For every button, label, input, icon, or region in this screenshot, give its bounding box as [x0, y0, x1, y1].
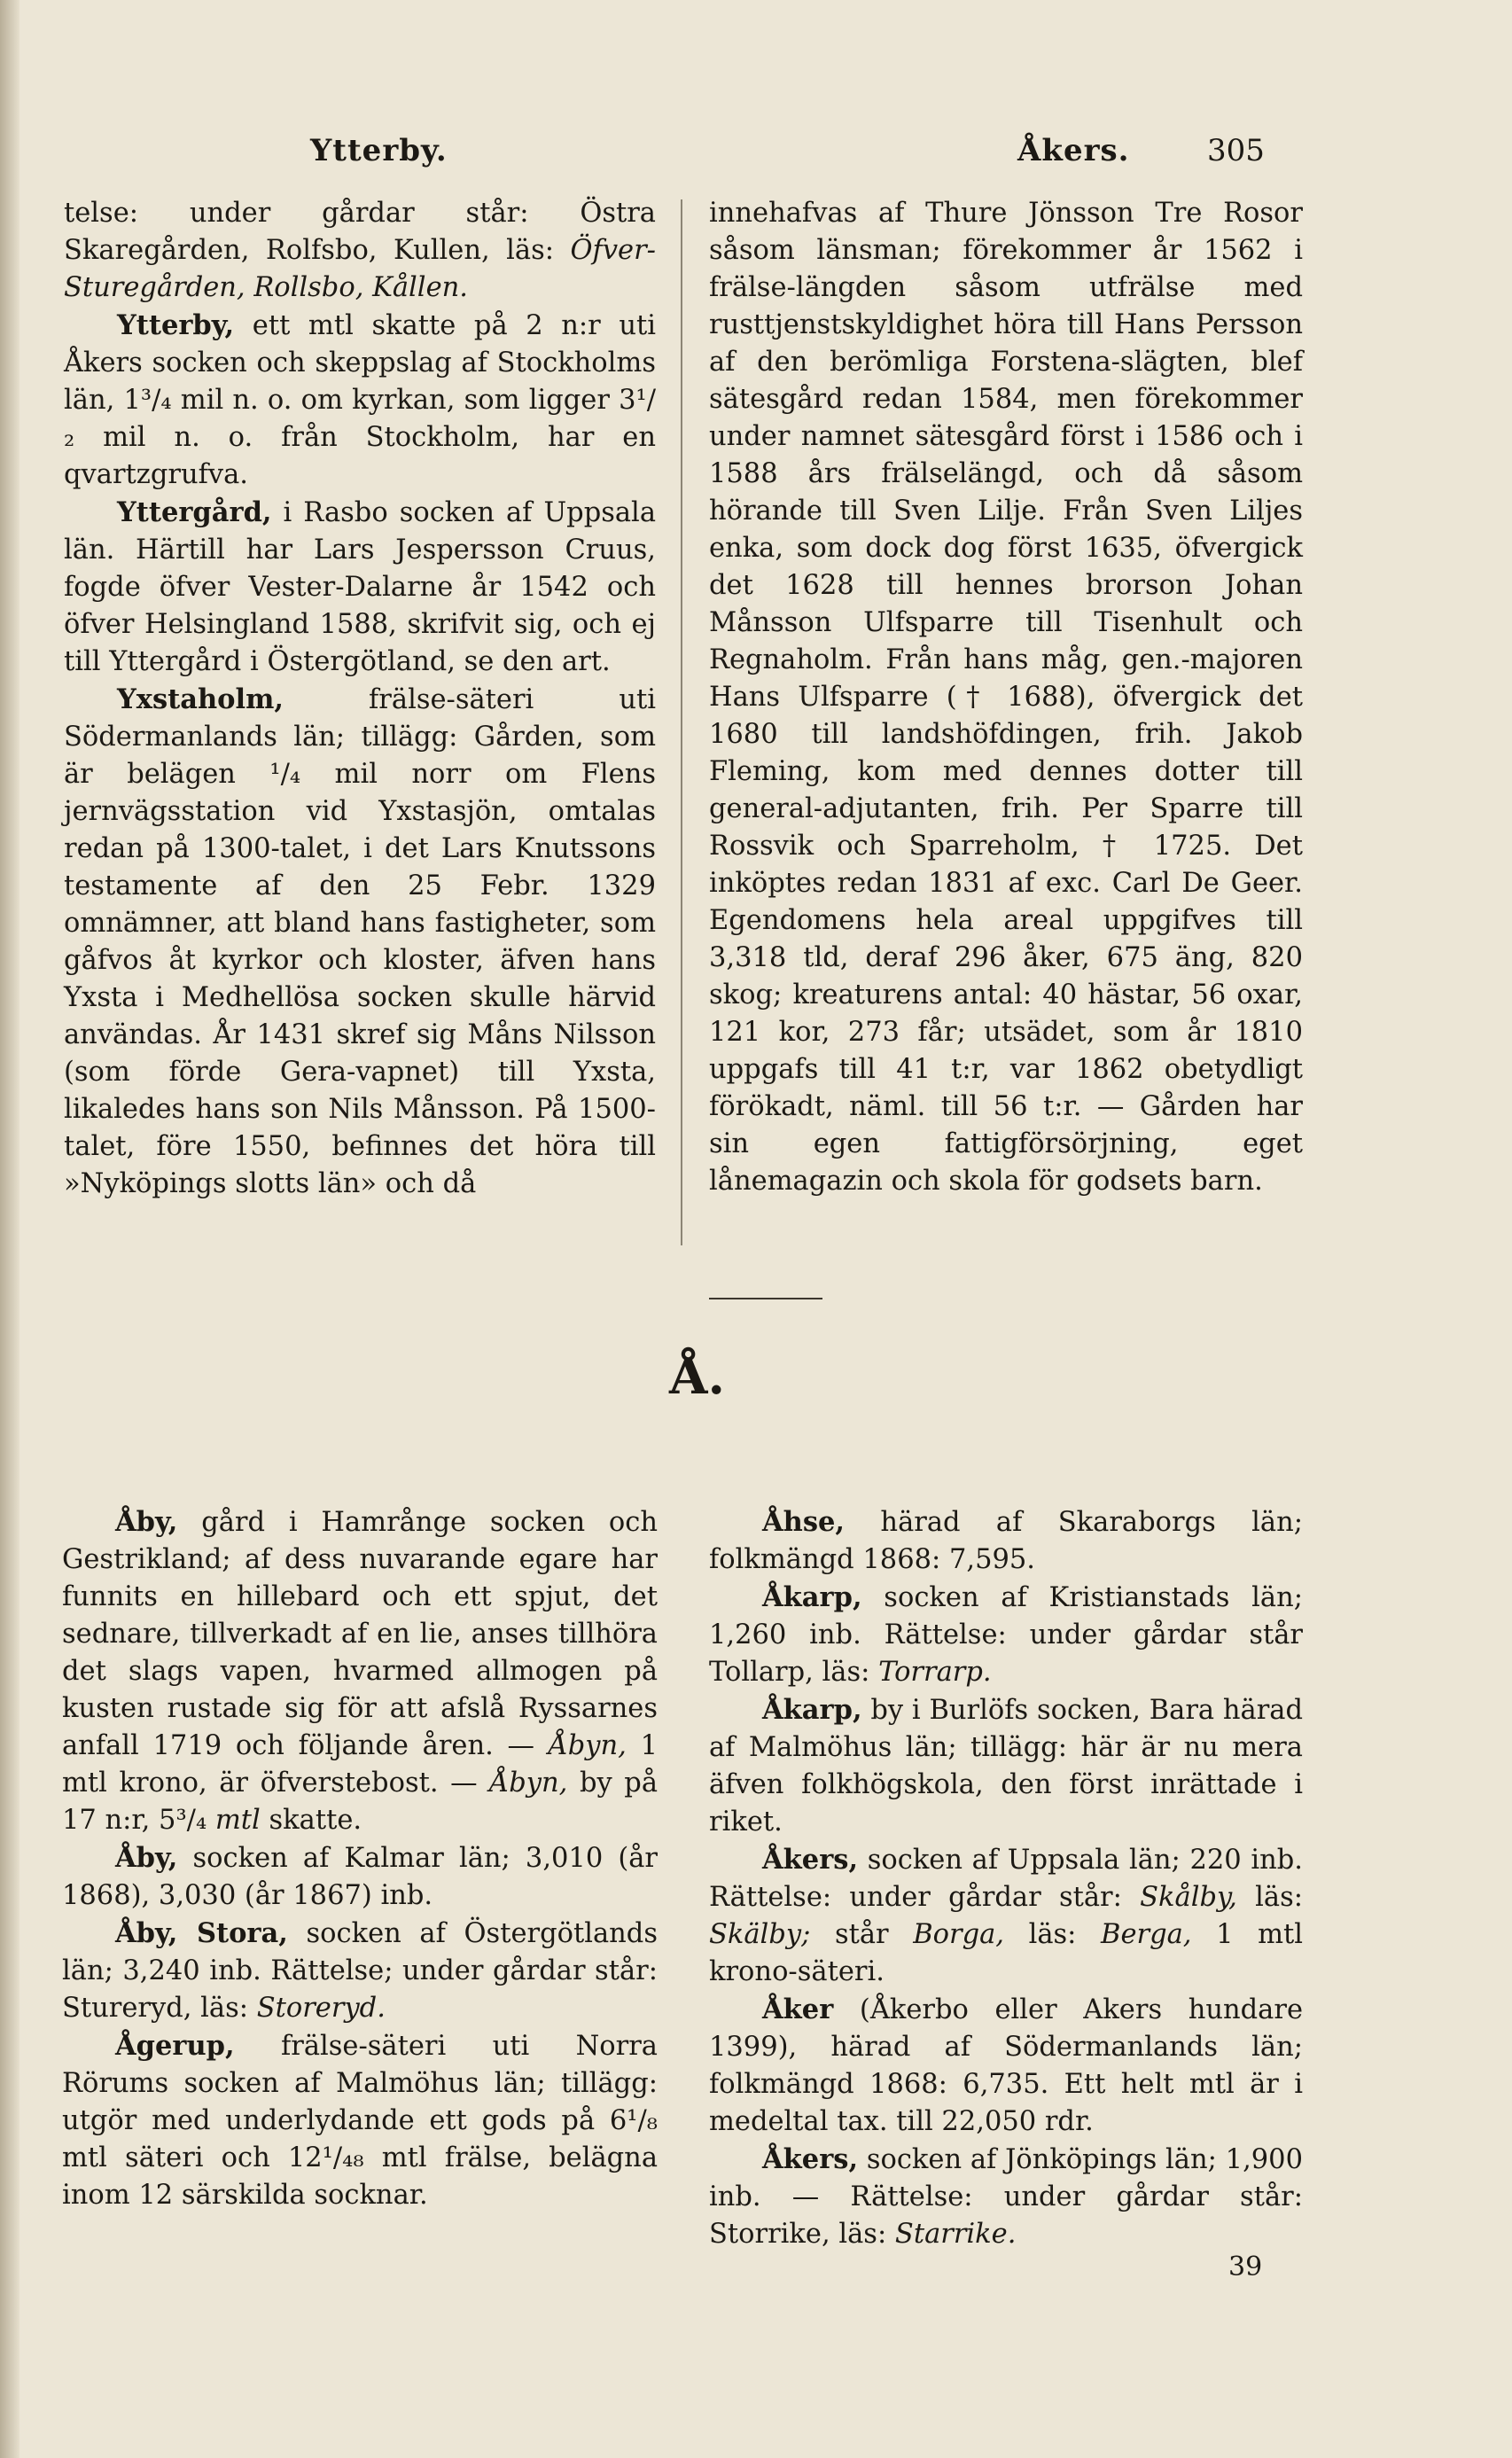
sheet-signature: 39: [1228, 2251, 1263, 2282]
entry-text: socken af Kalmar län; 3,010 (år 1868), 3,030 (år 1867) inb.: [62, 1843, 658, 1911]
bottom-right-column: [709, 1503, 1303, 2253]
entry-text: socken af Uppsala län; 220 inb. Rättelse: under gårdar står:: [709, 1845, 1303, 1913]
entry-headword: Åkers,: [762, 2143, 859, 2175]
entry-text: (Åkerbo eller Akers hundare 1399), härad af Södermanlands län; folkmängd 1868: 6,735. Ett helt mtl är i medeltal tax. till 22,050 rdr.: [709, 1994, 1303, 2137]
entry-italic-text: Storeryd.: [256, 1993, 386, 2024]
entry-italic-text: Starrike.: [894, 2219, 1017, 2250]
entry-headword: Åker: [762, 1994, 834, 2025]
page-binding-edge: [0, 0, 19, 2458]
dictionary-entry: [709, 1579, 1303, 1691]
entry-italic-text: Åbyn,: [548, 1730, 627, 1761]
entry-text: läs:: [1003, 1919, 1102, 1950]
dictionary-entry: [709, 2141, 1303, 2253]
entry-headword: Åby,: [115, 1506, 178, 1538]
entry-italic-text: Borga,: [913, 1919, 1004, 1950]
top-right-column: [709, 195, 1303, 1200]
dictionary-entry: [709, 1841, 1303, 1991]
entry-text: 1 mtl krono-säteri.: [709, 1919, 1303, 1987]
entry-headword: Åhse,: [762, 1506, 846, 1538]
page-number: 305: [1207, 133, 1265, 168]
dictionary-entry: [62, 2027, 658, 2214]
section-letter: Å.: [669, 1347, 725, 1406]
dictionary-entry: [709, 1991, 1303, 2141]
entry-text: 1 mtl krono, är öfverstebost. —: [62, 1730, 658, 1799]
dictionary-entry: [709, 1503, 1303, 1579]
bottom-left-column: [62, 1503, 658, 2214]
entry-yttergard: Yttergård, i Rasbo socken af Uppsala län. Härtill har Lars Jespersson Cruus, fogde öfver Vester-Dalarne år 1542 och öfver Helsingland 1588, skrifvit sig, och ej till Yttergård i Östergötland, se den art.: [64, 496, 656, 677]
entry-text: härad af Skaraborgs län; folkmängd 1868: 7,595.: [709, 1507, 1303, 1575]
entry-yxstaholm-continued: innehafvas af Thure Jönsson Tre Rosor såsom länsman; förekommer år 1562 i frälse-längden såsom utfrälse med rusttjenstskyldighet höra till Hans Persson af den berömliga Forstena-slägten, blef sätesgård redan 1584, men förekommer under namnet sätesgård först i 1586 och i 1588 års frälselängd, och då såsom hörande till Sven Lilje. Från Sven Liljes enka, som dock dog först 1635, öfvergick det 1628 till hennes brorson Johan Månsson Ulfsparre till Tisenhult och Regnaholm. Från hans måg, gen.-majoren Hans Ulfsparre († 1688), öfvergick det 1680 till landshöfdingen, frih. Jakob Fleming, kom med dennes dotter till general-adjutanten, frih. Per Sparre till Rossvik och Sparreholm, † 1725. Det inköptes redan 1831 af exc. Carl De Geer. Egendomens hela areal uppgifves till 3,318 tld, deraf 296 åker, 675 äng, 820 skog; kreaturens antal: 40 hästar, 56 oxar, 121 kor, 273 får; utsädet, som år 1810 uppgafs till 41 t:r, var 1862 obetydligt förökadt, näml. till 56 t:r. — Gården har sin egen fattigförsörjning, eget lånemagazin och skola för godsets barn.: [709, 198, 1303, 1197]
column-divider: [681, 199, 682, 1245]
entry-headword: Åkarp,: [762, 1581, 862, 1613]
entry-text: står: [810, 1919, 914, 1950]
entry-headword: Åkarp,: [762, 1694, 862, 1726]
left-running-head: Ytterby.: [310, 133, 448, 168]
entry-text: by i Burlöfs socken, Bara härad af Malmöhus län; tillägg: här är nu mera äfven folkhögskola, den först inrättade i riket.: [709, 1695, 1303, 1838]
entry-italic-text: Åbyn,: [489, 1767, 568, 1799]
right-running-head: Åkers.: [1017, 133, 1130, 168]
entry-yxstaholm: Yxstaholm, frälse-säteri uti Södermanlands län; tillägg: Gården, som är belägen ¹/₄ mil norr om Flens jernvägsstation vid Yxstasjön, omtalas redan på 1300-talet, i det Lars Knutssons testamente af den 25 Febr. 1329 omnämner, att bland hans fastigheter, som gåfvos åt kyrkor och kloster, äfven hans Yxsta i Medhellösa socken skulle härvid användas. År 1431 skref sig Måns Nilsson (som förde Gera-vapnet) till Yxsta, likaledes hans son Nils Månsson. På 1500-talet, före 1550, befinnes det höra till »Nyköpings slotts län» och då: [64, 683, 656, 1199]
top-left-column: [64, 195, 656, 1241]
entry-text: läs:: [1236, 1882, 1304, 1913]
entry-text: socken af Kristianstads län; 1,260 inb. Rättelse: under gårdar står Tollarp, läs:: [709, 1582, 1303, 1688]
entry-headword: Åby, Stora,: [115, 1917, 288, 1949]
dictionary-entry: [62, 1503, 658, 1839]
entry-italic-text: mtl: [214, 1805, 261, 1836]
entry-continuation: telse: under gårdar står: Östra Skaregården, Rolfsbo, Kullen, läs: Öfver-Sturegården, Rollsbo, Kållen.: [64, 198, 656, 303]
section-rule: [709, 1298, 822, 1299]
entry-italic-text: Berga,: [1101, 1919, 1192, 1950]
entry-italic-text: Skålby,: [1140, 1882, 1237, 1913]
dictionary-entry: [62, 1839, 658, 1915]
dictionary-entry: [62, 1915, 658, 2027]
entry-text: by på 17 n:r, 5³/₄: [62, 1767, 658, 1836]
entry-text: socken af Jönköpings län; 1,900 inb. — Rättelse: under gårdar står: Storrike, läs:: [709, 2144, 1303, 2250]
entry-italic-text: Torrarp.: [878, 1657, 992, 1688]
entry-headword: Ågerup,: [115, 2030, 235, 2062]
entry-headword: Åby,: [115, 1842, 178, 1874]
entry-italic-text: Skälby;: [709, 1919, 811, 1950]
entry-text: gård i Hamrånge socken och Gestrikland; af dess nuvarande egare har funnits en hillebard och ett spjut, det sednare, tillverkadt af en lie, anses tillhöra det slags vapen, hvarmed allmogen på kusten rustade sig för att afslå Ryssarnes anfall 1719 och följande åren. —: [62, 1507, 658, 1761]
entry-headword: Åkers,: [762, 1844, 859, 1876]
dictionary-entry: [709, 1691, 1303, 1841]
entry-text: skatte.: [260, 1805, 362, 1836]
entry-text: frälse-säteri uti Norra Rörums socken af Malmöhus län; tillägg: utgör med underlydande ett gods på 6¹/₈ mtl säteri och 12¹/₄₈ mtl frälse, belägna inom 12 särskilda socknar.: [62, 2031, 658, 2211]
entry-ytterby: Ytterby, ett mtl skatte på 2 n:r uti Åkers socken och skeppslag af Stockholms län, 1³/₄ mil n. o. om kyrkan, som ligger 3¹/₂ mil n. o. från Stockholm, har en qvartzgrufva.: [64, 309, 656, 490]
entry-text: socken af Östergötlands län; 3,240 inb. Rättelse; under gårdar står: Stureryd, läs:: [62, 1918, 658, 2024]
